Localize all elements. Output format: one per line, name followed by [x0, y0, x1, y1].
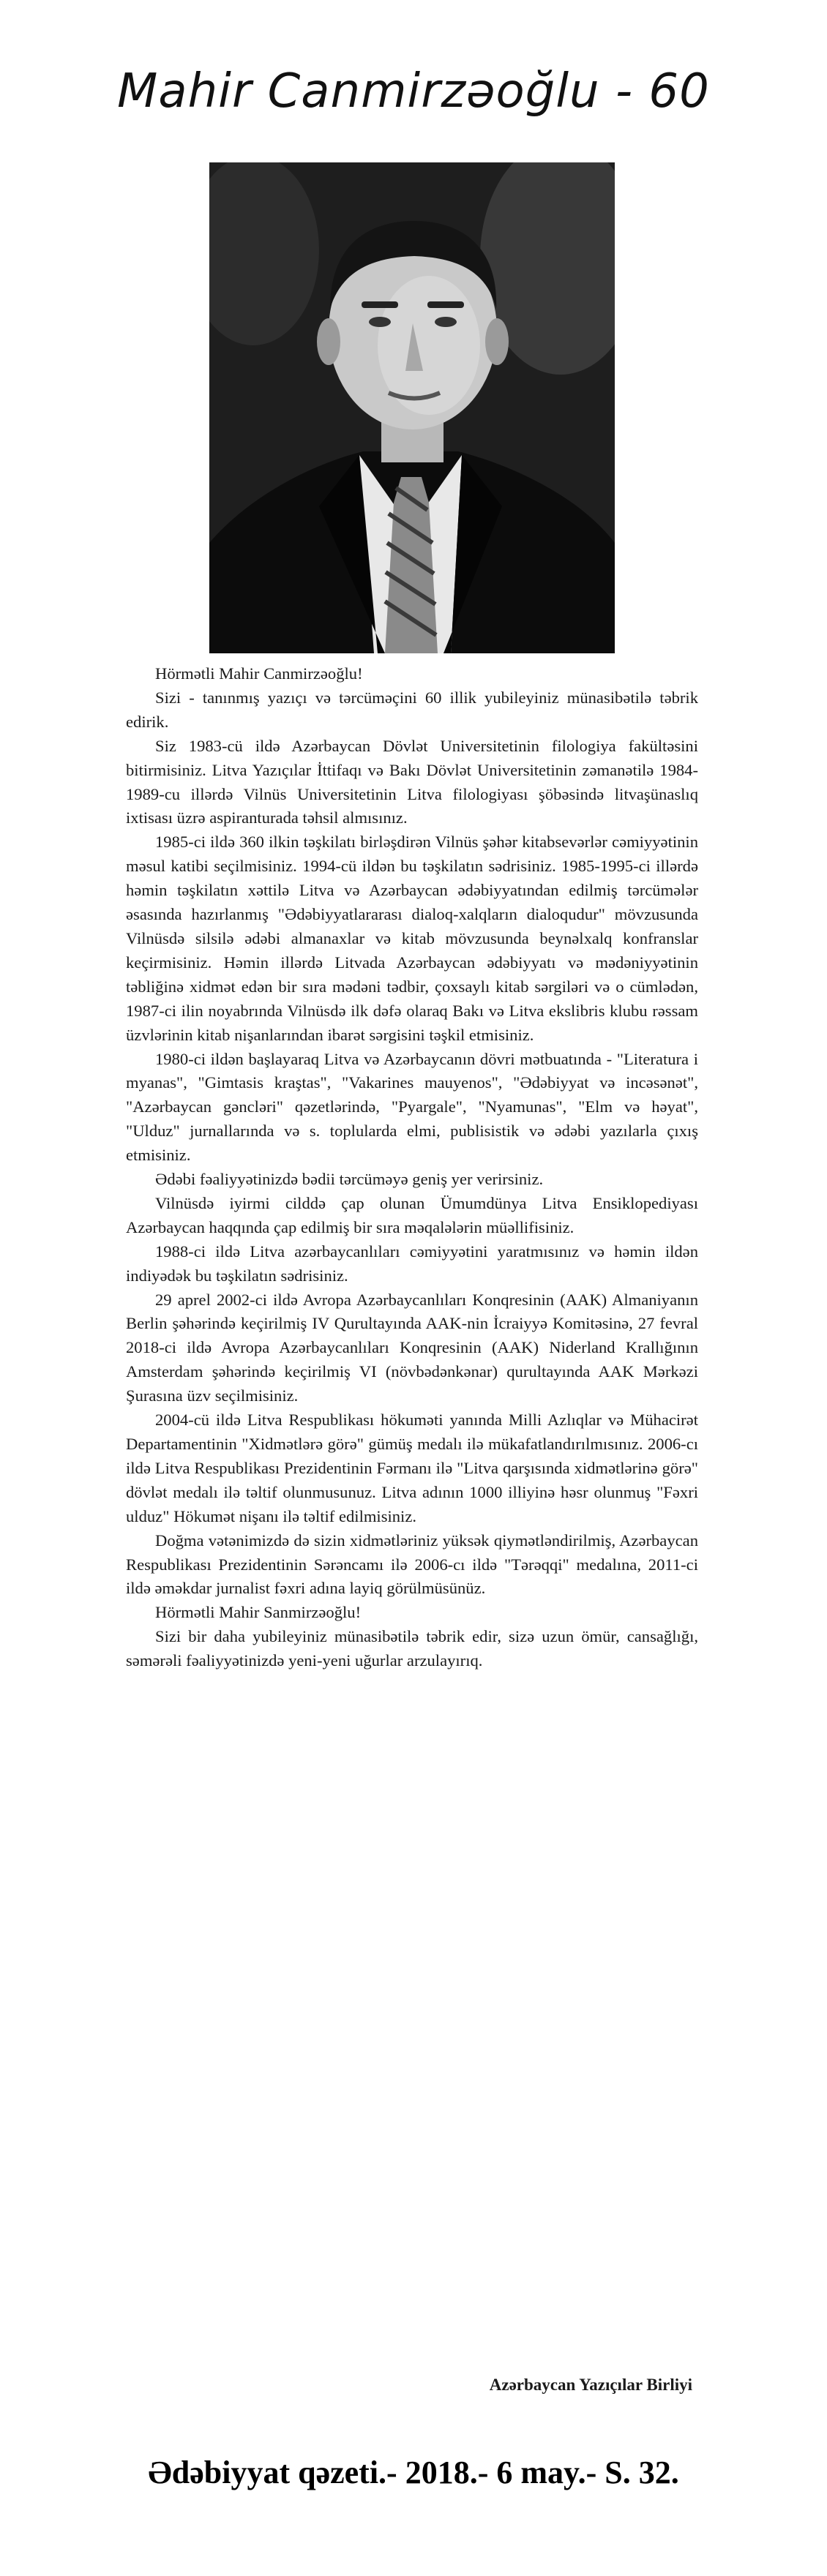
paragraph: 1980-ci ildən başlayaraq Litva və Azərbaycanın dövri mətbuatında - "Literatura i myanas", "Gimtasis kraştas", "Vakarines mauyenos", "Ədəbiyyat və incəsənət", "Azərbaycan gəncləri" qəzetlərində, "Pyargale", "Nyamunas", "Elm və həyat", "Ulduz" jurnallarında və s. toplularda elmi, publisistik və ədəbi yazılarla çıxış etmisiniz.: [126, 1049, 698, 1165]
paragraph: Sizi bir daha yubileyiniz münasibətilə təbrik edir, sizə uzun ömür, cansağlığı, səmərəli fəaliyyətinizdə yeni-yeni uğurlar arzulayırıq.: [126, 1627, 698, 1670]
paragraph: 2004-cü ildə Litva Respublikası hökuməti yanında Milli Azlıqlar və Mühacirət Departamentinin "Xidmətlərə görə" gümüş medalı ilə mükafatlandırılmısınız. 2006-cı ildə Litva Respublikası Prezidentinin Fərmanı ilə "Litva qarşısında xidmətlərinə görə" dövlət medalı ilə təltif olunmusunuz. Litva adının 1000 illiyinə həsr olunmuş "Fəxri ulduz" Hökumət nişanı ilə təltif edilmisiniz.: [126, 1411, 698, 1525]
paragraph: Vilnüsdə iyirmi cilddə çap olunan Ümumdünya Litva Ensiklopediyası Azərbaycan haqqında çap edilmiş bir sıra məqalələrin müəllifisiniz.: [126, 1193, 698, 1236]
paragraph: Doğma vətənimizdə də sizin xidmətləriniz yüksək qiymətləndirilmiş, Azərbaycan Respublikası Prezidentinin Sərəncamı ilə 2006-cı ildə "Tərəqqi" medalına, 2011-ci ildə əməkdar jurnalist fəxri adına layiq görülmüsünüz.: [126, 1531, 698, 1598]
signature: Azərbaycan Yazıçılar Birliyi: [489, 2376, 692, 2394]
paragraph: Ədəbi fəaliyyətinizdə bədii tərcüməyə geniş yer verirsiniz.: [155, 1170, 544, 1189]
paragraph: 1988-ci ildə Litva azərbaycanlıları cəmiyyətini yaratmısınız və həmin ildən indiyədək bu təşkilatın sədrisiniz.: [126, 1242, 698, 1285]
paragraph: Siz 1983-cü ildə Azərbaycan Dövlət Universitetinin filologiya fakültəsini bitirmisiniz. Litva Yazıçılar İttifaqı və Bakı Dövlət Universitetinin zəmanətilə 1984-1989-cu illərdə Vilnüs Universitetinin Litva filologiyası şöbəsində litvaşünaslıq ixtisası üzrə aspiranturada təhsil almısınız.: [126, 736, 698, 827]
closing-greeting: Hörmətli Mahir Sanmirzəoğlu!: [155, 1603, 362, 1622]
portrait-photo: [209, 162, 615, 653]
article-body: [126, 662, 698, 1673]
greeting: Hörmətli Mahir Canmirzəoğlu!: [155, 664, 363, 683]
paragraph: 29 aprel 2002-ci ildə Avropa Azərbaycanlıları Konqresinin (AAK) Almaniyanın Berlin şəhərində keçirilmiş IV Qurultayında AAK-nin İcraiyyə Komitəsinə, 27 fevral 2018-ci ildə Avropa Azərbaycanlıları Konqresinin (AAK) Niderland Krallığının Amsterdam şəhərində keçirilmiş VI (növbədənkənar) qurultayında AAK Mərkəzi Şurasına üzv seçilmisiniz.: [126, 1290, 698, 1405]
portrait-illustration: [209, 162, 615, 653]
paragraph: Sizi - tanınmış yazıçı və tərcüməçini 60 illik yubileyiniz münasibətilə təbrik edirik.: [126, 688, 698, 731]
paragraph: 1985-ci ildə 360 ilkin təşkilatı birləşdirən Vilnüs şəhər kitabsevərlər cəmiyyətinin məsul katibi seçilmisiniz. 1994-cü ildən bu təşkilatın sədrisiniz. 1985-1995-ci illərdə həmin təşkilatın xəttilə Litva və Azərbaycan ədəbiyyatından edilmiş tərcümələr əsasında hazırlanmış "Ədəbiyyatlararası dialoq-xalqların dialoqudur" mövzusunda Vilnüsdə silsilə ədəbi almanaxlar və kitab mövzusunda beynəlxalq konfranslar keçirmisiniz. Həmin illərdə Litvada Azərbaycan ədəbiyyatı və mədəniyyətinin təbliğinə xidmət edən bir sıra mədəni tədbir, çoxsaylı kitab sərgiləri və o cümlədən, 1987-ci ilin noyabrında Vilnüsdə ilk dəfə olaraq Bakı və Litva ekslibris klubu rəssam üzvlərinin kitab nişanlarından ibarət sərgisini təşkil etmisiniz.: [126, 833, 698, 1044]
page-title: Mahir Canmirzəoğlu - 60: [117, 64, 710, 119]
source-citation: Ədəbiyyat qəzeti.- 2018.- 6 may.- S. 32.: [148, 2455, 679, 2490]
